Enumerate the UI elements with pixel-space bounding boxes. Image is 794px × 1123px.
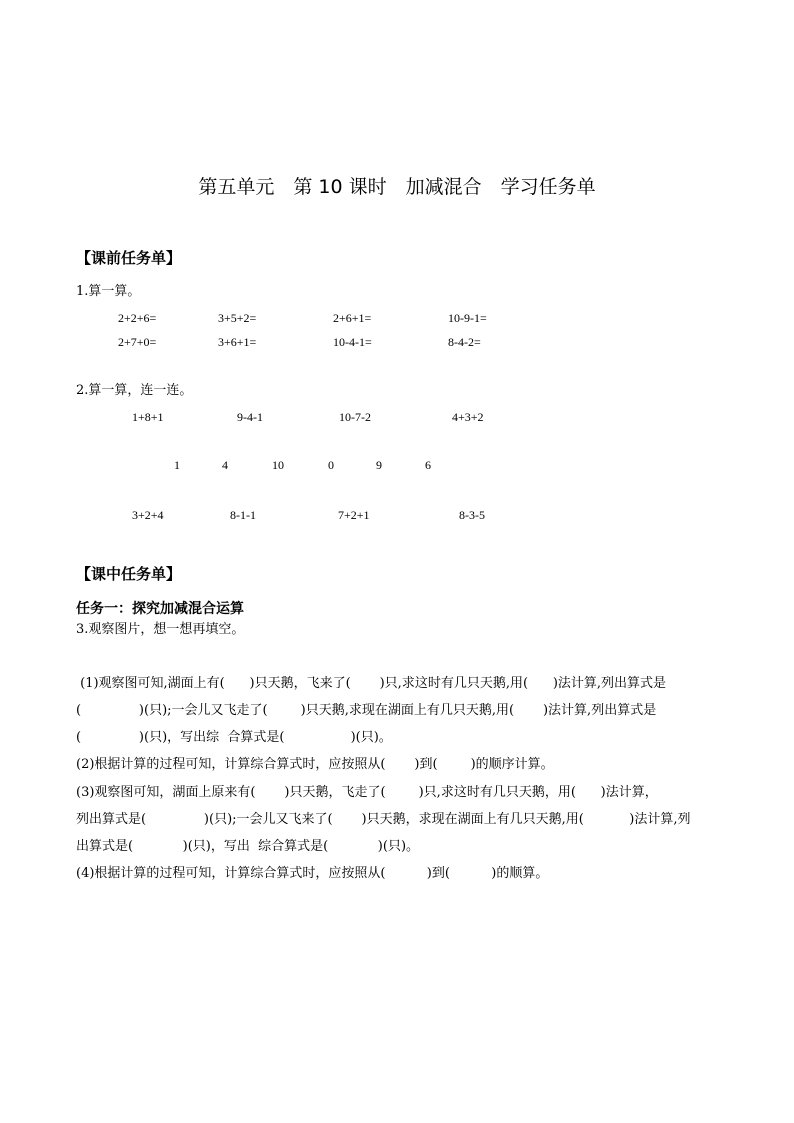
q2-number: 4 bbox=[222, 458, 228, 472]
q1-expression: 8-4-2= bbox=[448, 335, 481, 349]
fill-line: (3)观察图可知，湖面上原来有( )只天鹅，飞走了( )只,求这时有几只天鹅，用( )法计算， bbox=[76, 785, 658, 800]
q1-expression: 3+6+1= bbox=[218, 335, 257, 349]
q2-number: 0 bbox=[328, 458, 334, 472]
q2-expression: 1+8+1 bbox=[132, 410, 164, 424]
q2-number: 1 bbox=[174, 458, 180, 472]
q1-expression: 3+5+2= bbox=[218, 311, 257, 325]
q2-expression: 7+2+1 bbox=[338, 508, 370, 522]
q2-number: 9 bbox=[376, 458, 382, 472]
q2-expression: 4+3+2 bbox=[452, 410, 484, 424]
q2-expression: 10-7-2 bbox=[339, 410, 371, 424]
worksheet-title: 第五单元 第 10 课时 加减混合 学习任务单 bbox=[198, 176, 596, 198]
q2-number: 6 bbox=[425, 458, 431, 472]
task-1-title: 任务一：探究加减混合运算 bbox=[76, 601, 244, 617]
q2-expression: 8-1-1 bbox=[230, 508, 256, 522]
fill-line: 出算式是( )(只)，写出 综合算式是( )(只)。 bbox=[76, 839, 420, 854]
fill-line: ( )(只);一会儿又飞走了( )只天鹅,求现在湖面上有几只天鹅,用( )法计算,列出算式是 bbox=[76, 703, 657, 718]
q2-expression: 9-4-1 bbox=[237, 410, 263, 424]
q1-expression: 2+6+1= bbox=[333, 311, 372, 325]
question-3-prompt: 3.观察图片，想一想再填空。 bbox=[76, 622, 245, 637]
q2-expression: 3+2+4 bbox=[132, 508, 164, 522]
fill-line: 列出算式是( )(只);一会儿又飞来了( )只天鹅，求现在湖面上有几只天鹅,用( )法计算,列 bbox=[76, 812, 691, 827]
fill-line: (2)根据计算的过程可知，计算综合算式时，应按照从( )到( )的顺序计算。 bbox=[76, 757, 554, 772]
fill-line: (4)根据计算的过程可知，计算综合算式时，应按照从( )到( )的顺算。 bbox=[76, 866, 549, 881]
q2-number: 10 bbox=[272, 458, 284, 472]
q2-expression: 8-3-5 bbox=[459, 508, 485, 522]
q1-expression: 10-9-1= bbox=[448, 311, 487, 325]
question-2-prompt: 2.算一算，连一连。 bbox=[76, 383, 193, 398]
q1-expression: 10-4-1= bbox=[333, 335, 372, 349]
fill-line: (1)观察图可知,湖面上有( )只天鹅，飞来了( )只,求这时有几只天鹅,用( )法计算,列出算式是 bbox=[76, 676, 667, 691]
question-1-prompt: 1.算一算。 bbox=[76, 284, 141, 299]
q1-expression: 2+7+0= bbox=[118, 335, 157, 349]
in-class-heading: 【课中任务单】 bbox=[76, 565, 182, 583]
fill-line: ( )(只)，写出综 合算式是( )(只)。 bbox=[76, 730, 392, 745]
q1-expression: 2+2+6= bbox=[118, 311, 157, 325]
pre-class-heading: 【课前任务单】 bbox=[76, 249, 182, 267]
